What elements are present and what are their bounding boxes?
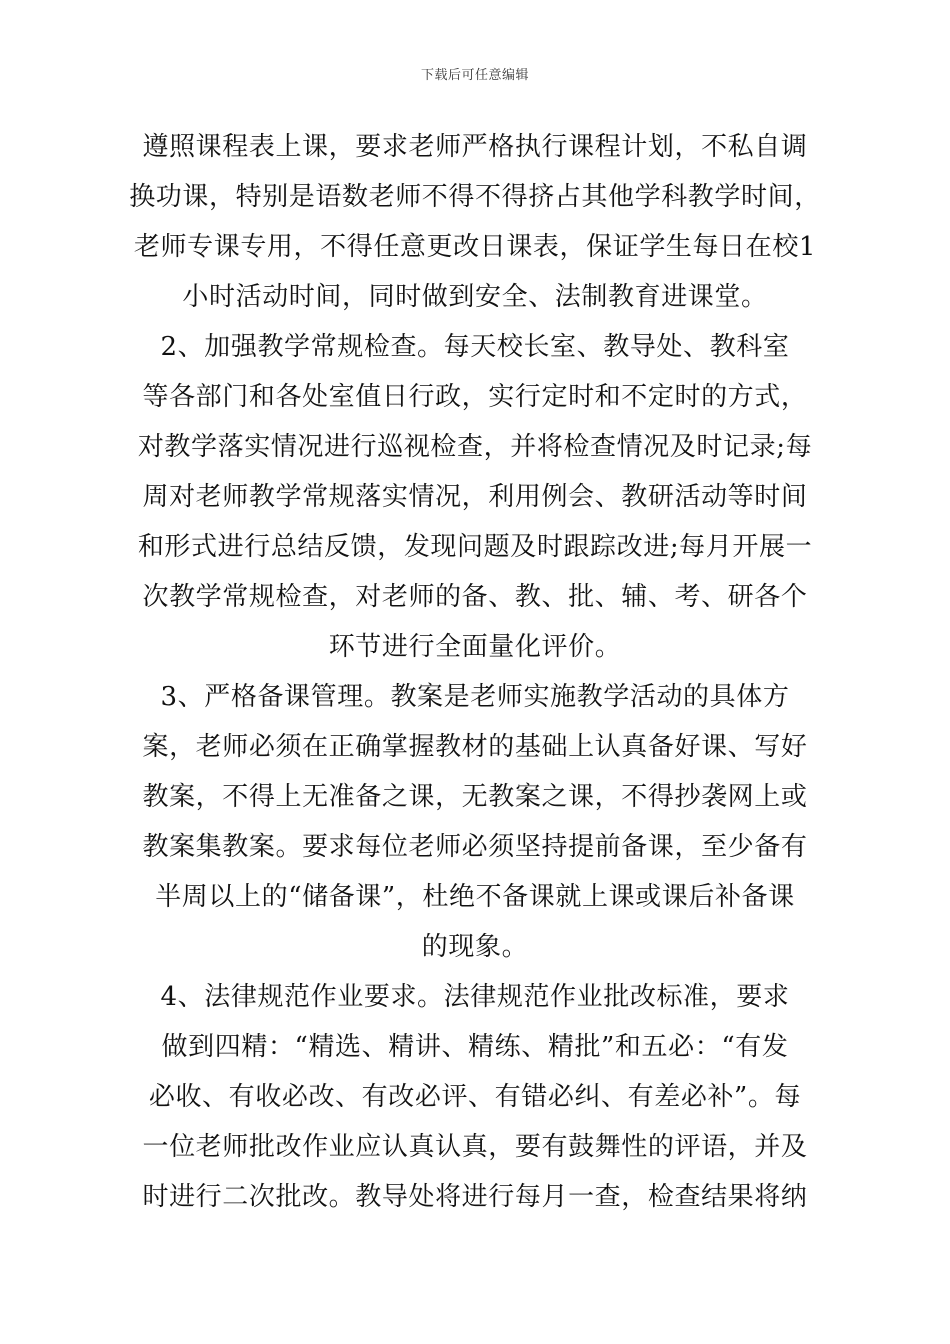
text-line: 周对老师教学常规落实情况，利用例会、教研活动等时间 — [142, 482, 808, 512]
text-line: 2、加强教学常规检查。每天校长室、教导处、教科室 — [160, 332, 790, 362]
text-line: 做到四精：“精选、精讲、精练、精批”和五必：“有发 — [161, 1032, 789, 1062]
text-line: 一位老师批改作业应认真认真，要有鼓舞性的评语，并及 — [142, 1132, 808, 1162]
text-line: 换功课，特别是语数老师不得不得挤占其他学科教学时间， — [129, 182, 821, 212]
text-line: 老师专课专用，不得任意更改日课表，保证学生每日在校1 — [133, 232, 817, 262]
text-line: 时进行二次批改。教导处将进行每月一查，检查结果将纳 — [142, 1182, 808, 1212]
text-line: 教案，不得上无准备之课，无教案之课，不得抄袭网上或 — [142, 782, 808, 812]
text-line: 遵照课程表上课，要求老师严格执行课程计划，不私自调 — [142, 132, 808, 162]
page-header: 下载后可任意编辑 — [420, 68, 529, 83]
text-line: 4、法律规范作业要求。法律规范作业批改标准，要求 — [160, 982, 790, 1012]
text-line: 等各部门和各处室值日行政，实行定时和不定时的方式， — [142, 382, 808, 412]
text-line: 次教学常规检查，对老师的备、教、批、辅、考、研各个 — [142, 582, 808, 612]
text-line: 3、严格备课管理。教案是老师实施教学活动的具体方 — [160, 682, 790, 712]
text-line: 的现象。 — [421, 932, 529, 962]
text-line: 必收、有收必改、有改必评、有错必纠、有差必补”。每 — [148, 1082, 802, 1112]
text-line: 对教学落实情况进行巡视检查，并将检查情况及时记录;每 — [137, 432, 813, 462]
text-line: 和形式进行总结反馈，发现问题及时跟踪改进;每月开展一 — [137, 532, 813, 562]
text-line: 小时活动时间，同时做到安全、法制教育进课堂。 — [182, 282, 768, 312]
text-line: 案，老师必须在正确掌握教材的基础上认真备好课、写好 — [142, 732, 808, 762]
text-line: 环节进行全面量化评价。 — [328, 632, 622, 662]
text-line: 半周以上的“储备课”，杜绝不备课就上课或课后补备课 — [155, 882, 795, 912]
text-line: 教案集教案。要求每位老师必须坚持提前备课，至少备有 — [142, 832, 808, 862]
